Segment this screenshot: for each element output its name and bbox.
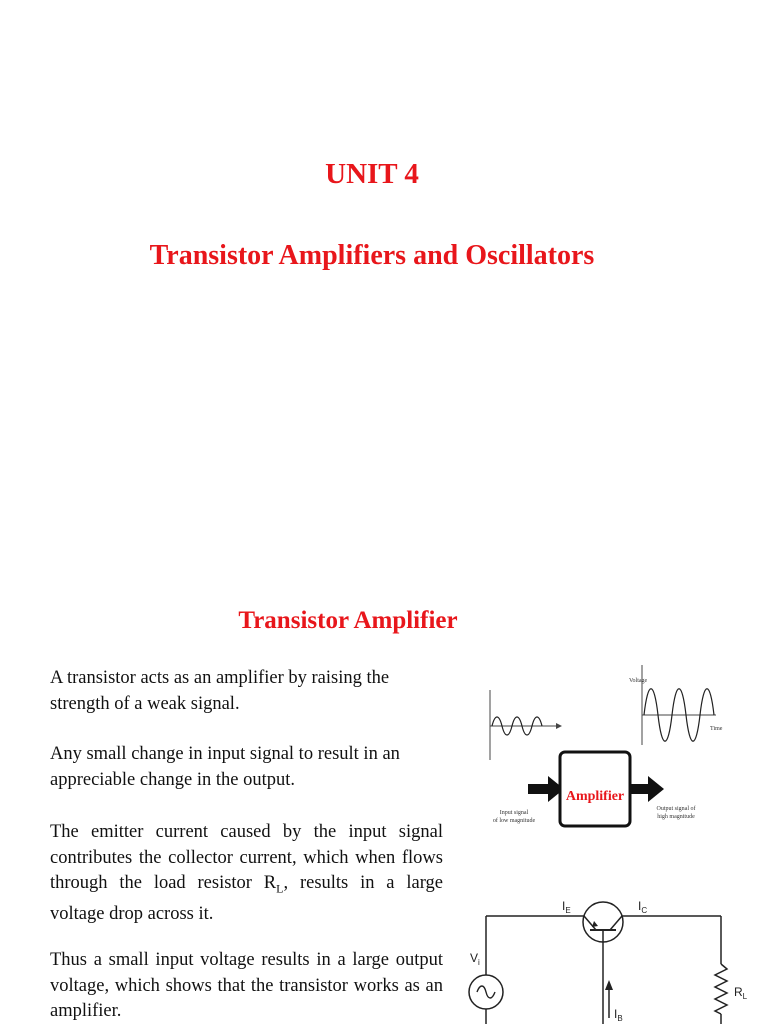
voltage-label: Voltage <box>629 678 648 684</box>
output-signal-graph <box>629 665 723 745</box>
paragraph-small-change: Any small change in input signal to result in an appreciable change in the output. <box>50 744 400 790</box>
load-resistor-symbol <box>715 964 727 1014</box>
input-caption-line1: Input signal <box>499 810 529 816</box>
transistor-symbol <box>583 902 623 1024</box>
p3-text-before: The emitter current caused by the input signal contributes the collector current, which when flows through the load resistor R <box>50 822 443 893</box>
p3-text-after: , results in a large voltage drop across it. <box>50 873 443 925</box>
input-signal-graph <box>490 690 562 760</box>
rl-label: $R_L$ <box>734 985 748 1001</box>
transistor-circuit-diagram <box>466 890 756 1024</box>
ac-source-symbol <box>469 975 503 1009</box>
ic-label: $I_C$ <box>638 899 648 915</box>
amplifier-block-diagram <box>484 660 724 845</box>
input-caption-line2: of low magnitude <box>492 818 536 824</box>
time-label: Time <box>710 726 723 732</box>
section-title: Transistor Amplifier <box>238 607 458 634</box>
vi-label: $V_i$ <box>470 951 480 967</box>
unit-title: UNIT 4 <box>325 158 419 190</box>
ie-label: $I_E$ <box>562 899 571 915</box>
main-title: Transistor Amplifiers and Oscillators <box>149 240 595 271</box>
base-current-arrow <box>605 980 613 1018</box>
paragraph-conclusion: Thus a small input voltage results in a large output voltage, which shows that the transistor works as an amplifier. <box>50 950 443 1021</box>
output-caption-line1: Output signal of <box>656 806 696 812</box>
paragraph-emitter-current <box>50 820 443 928</box>
ib-label: $I_B$ <box>614 1007 623 1023</box>
amplifier-label: Amplifier <box>565 789 625 804</box>
paragraph-amplifier-definition: A transistor acts as an amplifier by raising the strength of a weak signal. <box>50 668 390 714</box>
p3-subscript: L <box>276 881 284 896</box>
output-arrow <box>630 776 664 802</box>
output-caption-line2: high magnitude <box>657 814 695 820</box>
